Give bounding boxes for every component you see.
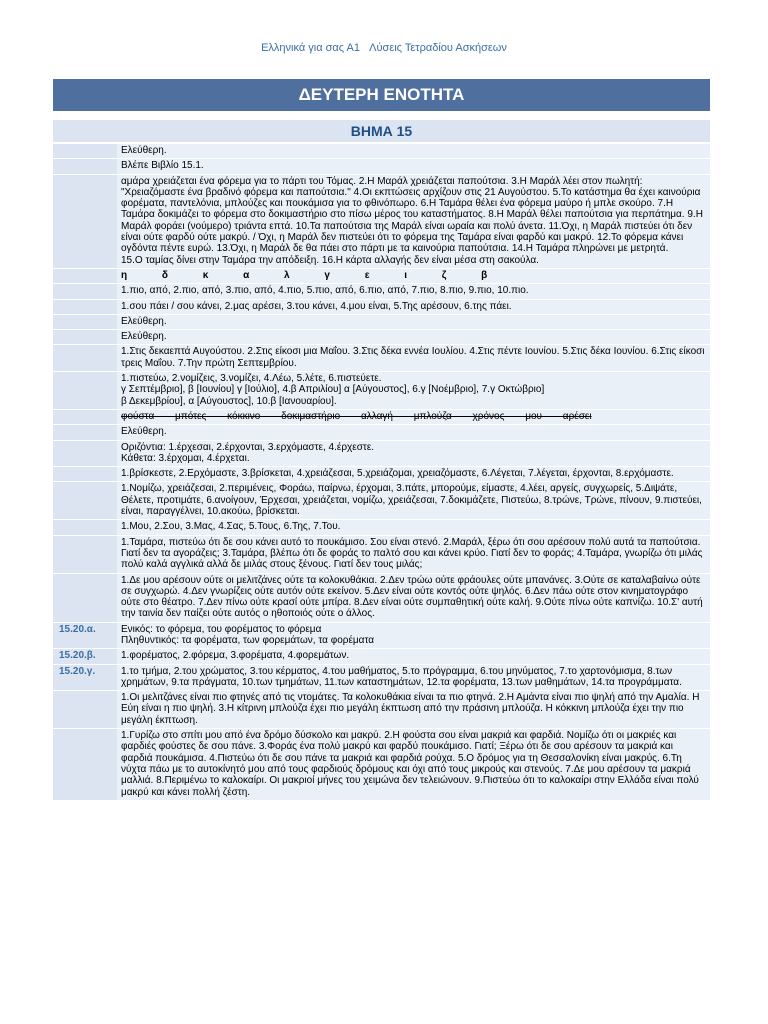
exercise-label — [53, 372, 117, 409]
answer-text: 1.Οι μελιτζάνες είναι πιο φτηνές από τις ντομάτες. Τα κολοκυθάκια είναι τα πιο φτηνά. 2.Η Αμάντα είναι πιο ψηλή από την Αμαλία. Η Εύη είναι η πιο ψηλή. 3.Η κίτρινη μπλούζα έχει πιο μεγάλη έκπτωση από την πράσινη μπλούζα. Η κόκκινη μπλούζα έχει την πιο μεγάλη έκπτωση. — [117, 691, 710, 728]
answer-row — [53, 649, 710, 664]
answer-row — [53, 144, 710, 159]
answer-row — [53, 691, 710, 729]
answer-text: φούστα μπότες κόκκινο δοκιμαστήριο αλλαγή μπλούζα χρόνος μου αρέσει — [117, 410, 710, 424]
exercise-label: 15.20.β. — [53, 649, 117, 663]
answer-row — [53, 665, 710, 692]
answer-text: Ελεύθερη. — [117, 330, 710, 344]
answer-text: 1.Μου, 2.Σου, 3.Μας, 4.Σας, 5.Τους, 6.Της, 7.Του. — [117, 520, 710, 534]
book-subtitle: Λύσεις Τετραδίου Ασκήσεων — [369, 42, 507, 54]
exercise-label: 15.20.α. — [53, 623, 117, 649]
answer-text: 1.Γυρίζω στο σπίτι μου από ένα δρόμο δύσκολο και μακρύ. 2.Η φούστα σου είναι μακριά και φαρδιά. Νομίζω ότι οι μακριές και φαρδιές φούστες δε σου πάνε. 3.Φοράς ένα πολύ μακρύ και φαρδύ πουκάμισο. Γιατί; Ξέρω ότι δε σου αρέσουν τα μακριά και φαρδιά πουκάμισα. 4.Πιστεύω ότι δε σου πάνε τα μακριά και φαρδιά ρούχα. 5.Ο δρόμος για τη Θεσσαλονίκη είναι μακρύς. 6.Τη νύχτα πάω με το αυτοκίνητό μου από τους φαρδιούς δρόμους και όχι από τους μικρούς και στενούς. 7.Δε μου αρέσουν τα μακριά μαλλιά. 8.Περιμένω το καλοκαίρι. Οι μακριοί μήνες του χειμώνα δεν τελειώνουν. 9.Πιστεύω ότι το καλοκαίρι στην Ελλάδα είναι πολύ μακρύ και κάνει πολλή ζέστη. — [117, 729, 710, 800]
exercise-label — [53, 425, 117, 439]
answer-text: 1.πιο, από, 2.πιο, από, 3.πιο, από, 4.πιο, 5.πιο, από, 6.πιο, από, 7.πιο, 8.πιο, 9.πιο, 10.πιο. — [117, 284, 710, 298]
answer-text: η δ κ α λ γ ε ι ζ β — [117, 269, 710, 283]
exercise-label — [53, 300, 117, 314]
exercise-label — [53, 520, 117, 534]
answer-text: Ενικός: το φόρεμα, του φορέματος το φόρεμα Πληθυντικός: τα φορέματα, των φορεμάτων, τα φορέματα — [117, 623, 710, 649]
answer-row — [53, 300, 710, 315]
answer-text: 1.σου πάει / σου κάνει, 2.μας αρέσει, 3.του κάνει, 4.μου είναι, 5.Της αρέσουν, 6.της πάει. — [117, 300, 710, 314]
page-header — [0, 42, 768, 54]
answer-row — [53, 623, 710, 650]
answer-row — [53, 330, 710, 345]
answer-row — [53, 574, 710, 623]
answer-row — [53, 159, 710, 174]
answer-text: 1.Δε μου αρέσουν ούτε οι μελιτζάνες ούτε τα κολοκυθάκια. 2.Δεν τρώω ούτε φράουλες ούτε μπανάνες. 3.Ούτε σε καταλαβαίνω ούτε σε συγχωρώ. 4.Δεν γνωρίζεις ούτε αυτόν ούτε εκείνον. 5.Δεν είναι ούτε κοντός ούτε ψηλός. 6.Δεν πάω ούτε στον κινηματογράφο ούτε στο θέατρο. 7.Δεν πίνω ούτε κρασί ούτε μπίρα. 8.Δεν είναι ούτε συμπαθητική ούτε καλή. 9.Ούτε πίνω ούτε καπνίζω. 10.Σ' αυτή την ταινία δεν παίζει ούτε αυτός ο ηθοποιός ούτε ο άλλος. — [117, 574, 710, 622]
answer-text: Ελεύθερη. — [117, 315, 710, 329]
exercise-label — [53, 729, 117, 800]
answer-row — [53, 410, 710, 425]
exercise-label — [53, 330, 117, 344]
exercise-label — [53, 691, 117, 728]
exercise-label — [53, 410, 117, 424]
answer-text: 1.Στις δεκαεπτά Αυγούστου. 2.Στις είκοσι μια Μαΐου. 3.Στις δέκα εννέα Ιουλίου. 4.Στις πέντε Ιουνίου. 5.Στις δέκα Ιουνίου. 6.Στις είκοσι τρεις Μαΐου. 7.Την πρώτη Σεπτεμβρίου. — [117, 345, 710, 371]
exercise-label — [53, 574, 117, 622]
exercise-label — [53, 144, 117, 158]
answer-row — [53, 729, 710, 801]
exercise-label — [53, 269, 117, 283]
exercise-label — [53, 315, 117, 329]
answer-row — [53, 482, 710, 520]
answer-row — [53, 175, 710, 269]
answer-text: 1.το τμήμα, 2.του χρώματος, 3.του κέρματος, 4.του μαθήματος, 5.το πρόγραμμα, 6.του μηνύματος, 7.το χαρτονόμισμα, 8.των χρημάτων, 9.τα πράγματα, 10.των τμημάτων, 11.των καταστημάτων, 12.τα φορέματα, 13.των μαθημάτων, 14.τα προγράμματα. — [117, 665, 710, 691]
answer-row — [53, 315, 710, 330]
answer-text: αμάρα χρειάζεται ένα φόρεμα για το πάρτι του Τόμας. 2.Η Μαράλ χρειάζεται παπούτσια. 3.Η Μαράλ λέει στον πωλητή: "Χρειαζόμαστε ένα βραδινό φόρεμα και παπούτσια." 4.Οι εκπτώσεις αρχίζουν στις 21 Αυγούστου. 5.Το κατάστημα θα έχει καινούρια φορέματα, παντελόνια, μπλούζες και πουκάμισα για το φθινόπωρο. 6.Η Ταμάρα θέλει ένα φόρεμα μαύρο ή μπλε σκούρο. 7.Η Ταμάρα δοκιμάζει το φόρεμα στο δοκιμαστήριο στο πίσω μέρος του καταστήματος. 8.Η Μαράλ θέλει παπούτσια για περπάτημα. 9.Η Μαράλ φοράει (νούμερο) τριάντα επτά. 10.Τα παπούτσια της Μαράλ είναι ωραία και πολύ άνετα. 11.Όχι, η Μαράλ πιστεύει ότι δεν είναι ούτε φαρδύ ούτε μακρύ. / Όχι, η Μαράλ δεν πιστεύει ότι το φόρεμα της Ταμάρα είναι φαρδύ και μακρύ. 12.Το φόρεμα κάνει ογδόντα πέντε ευρώ. 13.Όχι, η Μαράλ δε θα πάει στο πάρτι με τα καινούρια παπούτσια. 14.Η Ταμάρα πληρώνει με μετρητά. 15.Ο ταμίας δίνει στην Ταμάρα την απόδειξη. 16.Η κάρτα αλλαγής δεν είναι μέσα στη σακούλα. — [117, 175, 710, 268]
answer-text: Ελεύθερη. — [117, 144, 710, 158]
answer-text: Βλέπε Βιβλίο 15.1. — [117, 159, 710, 173]
answer-row — [53, 520, 710, 535]
answer-text: 1.Νομίζω, χρειάζεσαι, 2.περιμένεις, Φοράω, παίρνω, έρχομαι, 3.πάτε, μπορούμε, είμαστε, 4.λέει, αργείς, συγχωρείς, 5.Διψάτε, Θέλετε, προτιμάτε, 6.ανοίγουν, Έρχεσαι, χρειάζεται, νομίζω, χρειάζεσαι, 7.δοκιμάζετε, Πιστεύω, 8.τρώνε, Τρώνε, πίνουν, 9.πιστεύει, είναι, παραγγέλνει, 10.ακούω, βρίσκεται. — [117, 482, 710, 519]
exercise-label — [53, 159, 117, 173]
exercise-label — [53, 345, 117, 371]
answer-text: Ελεύθερη. — [117, 425, 710, 439]
answers-table — [53, 144, 710, 801]
exercise-label — [53, 482, 117, 519]
answer-row — [53, 441, 710, 468]
book-title: Ελληνικά για σας Α1 — [261, 42, 360, 54]
exercise-label — [53, 467, 117, 481]
answer-row — [53, 284, 710, 299]
answer-row — [53, 372, 710, 410]
answer-row — [53, 467, 710, 482]
answer-row — [53, 269, 710, 284]
answer-text: 1.φορέματος, 2.φόρεμα, 3.φορέματα, 4.φορεμάτων. — [117, 649, 710, 663]
answer-text: 1.πιστεύω, 2.νομίζεις, 3.νομίζει, 4.Λέω, 5.λέτε, 6.πιστεύετε. γ Σεπτέμβριο], β [Ιουνίου] γ [Ιούλιο], 4.β Απριλίου] α [Αύγουστος], 6.γ [Νοέμβριο], 7.γ Οκτώβριο] β Δεκεμβρίου], α [Αύγουστος], 10.β [Ιανουαρίου]. — [117, 372, 710, 409]
step-title: ΒΗΜΑ 15 — [53, 120, 710, 142]
exercise-label — [53, 284, 117, 298]
answer-row — [53, 345, 710, 372]
exercise-label — [53, 175, 117, 268]
answer-row — [53, 536, 710, 574]
answer-text: 1.βρίσκεστε, 2.Ερχόμαστε, 3.βρίσκεται, 4.χρειάζεσαι, 5.χρειάζομαι, χρειαζόμαστε, 6.Λέγεται, 7.λέγεται, έρχονται, 8.ερχόμαστε. — [117, 467, 710, 481]
answer-row — [53, 425, 710, 440]
exercise-label — [53, 536, 117, 573]
unit-title: ΔΕΥΤΕΡΗ ΕΝΟΤΗΤΑ — [53, 79, 710, 111]
answer-text: Οριζόντια: 1.έρχεσαι, 2.έρχονται, 3.ερχόμαστε, 4.έρχεστε. Κάθετα: 3.έρχομαι, 4.έρχεται. — [117, 441, 710, 467]
answer-text: 1.Ταμάρα, πιστεύω ότι δε σου κάνει αυτό το πουκάμισο. Σου είναι στενό. 2.Μαράλ, ξέρω ότι σου αρέσουν πολύ αυτά τα παπούτσια. Γιατί δεν τα αγοράζεις; 3.Ταμάρα, βλέπω ότι δε φοράς το παλτό σου και κάνει κρύο. Γιατί δεν το φοράς; 4.Ταμάρα, γνωρίζω ότι μιλάς πολύ καλά αγγλικά αλλά δε μιλάς στους ξένους. Γιατί δεν τους μιλάς; — [117, 536, 710, 573]
exercise-label — [53, 441, 117, 467]
exercise-label: 15.20.γ. — [53, 665, 117, 691]
